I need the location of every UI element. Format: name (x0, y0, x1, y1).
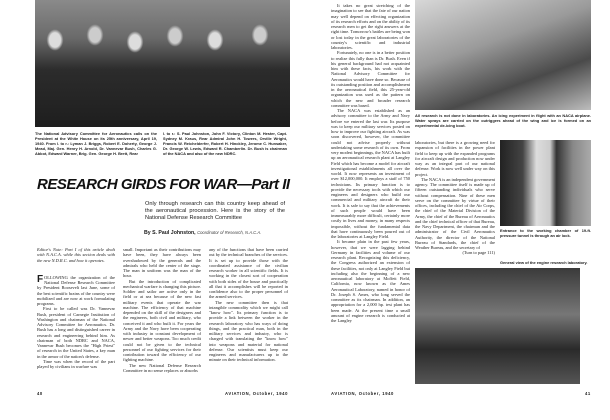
paragraph: small. Important as their contributions may have been, they have always been overshadowed by the generals and the admirals who held the center of the stage. The man in uniform was the man of the hour. (123, 247, 201, 279)
paragraph: But the introduction of complicated mechanical warfare is changing this picture. Soldier and sailor are active only in the field or at sea because of the new fast military events that operate the war machine. The efficiency of that machine depended on the skill of the designers and the engineers, both civil and military, who conceived it and who built it. For years the Army and the Navy have been cooperating with industry in constant development of newer and better weapons. Too much credit could not be given to the technical personnel of our fighting services for their contribution toward the efficiency of our fighting machine. (123, 278, 201, 363)
paragraph: It became plain in the past few years, however, that we were lagging behind Germany in facilities and volume of our research plant. Recognizing this deficiency, the Congress authorized an extension of these facilities, not only at Langley Field but including also the beginning of a new aeronautical laboratory at Moffett Field, California, now known as the Ames Aeronautical Laboratory, named in honor of Dr. Joseph S. Ames, who long served the committee as its chairman. In addition, an appropriation for a 2,000 hp. test plant has been made. At the present time a small amount of engine research is conducted at the Langley (331, 239, 410, 323)
paragraph: It takes no great stretching of the imagination to see that the fate of our nation may well depend on effecting organization of its research efforts and on the ability of its research men to get the right answers at the right time. Tomorrow's battles are being won or lost today in the great laboratories of the country's scientific and industrial laboratories. (331, 3, 410, 50)
page-number-left: 40 (37, 391, 43, 396)
article-title: RESEARCH GIRDS FOR WAR—Part II (37, 176, 290, 193)
drop-cap: F (37, 273, 44, 285)
right-column-2 (415, 140, 495, 260)
photo-caption-left: The National Advisory Committee for Aeronautics calls on the President at the White House on its 25th anniversary, April 19, 1940. From l. to r.: Lyman J. Briggs, Robert E. Doherty, George J. Mead, Maj. Gen. Henry H. Arnold, Dr. Vannevar Bush, Charles G. Abbot, Edward Warner, Brig. Gen. George H. Brett, Rear (35, 132, 157, 156)
paragraph: The new committee then is that intangible commodity which we might call "know how". Its primary function is to provide a link between the worker in the research laboratory who has ways of doing things, and the practical man, both in the military services and industry, who is charged with translating the "know how" into weapons and material for national defense. Our scientists must keep our engineers and manufacturers up to the minute on their technical information. (209, 299, 288, 363)
footer-right: AVIATION, October, 1940 (331, 391, 394, 396)
committee-photo (35, 0, 290, 127)
paragraph: Fortunately, no one is in a better position to realize this fully than is Dr. Bush. Even if his general background had not acquainted him with these facts, his work with the National Advisory Committee for Aeronautics would have done so. Because of its outstanding position and accomplishment in the aeronautical field, this 25-year-old organization was used as the pattern on which the new and broader research committee was based. (331, 50, 410, 108)
page-number-right: 41 (585, 391, 591, 396)
right-column-1 (331, 3, 410, 387)
article-subtitle: Only through research can this country keep ahead of the aeronautical procession. Here is the story of the National Defense Research Committee (145, 201, 285, 222)
paragraph: The NACA was established as an advisory committee to the Army and Navy before we entered the last war. Its purpose was to keep our military services posted on how to improve our fighting aircraft. As was soon discovered, however, the committee could not advise properly without undertaking some research of its own. From very modest beginnings, the NACA has built up an aeronautical research plant at Langley Field which has become a model for aircraft investigational establishments all over the world. It now represents an investment of over $12,000,000. It employs a staff of 750 technicians. Its primary function is to provide the necessary tools with which our engineers and designers who build our commercial and military aircraft do their work. It is safe to say that the achievements of such people would have been immeasurably more difficult, certainly more costly in lives and money, in many respects impossible, without the fundamental data that have continuously been poured out of the laboratories at Langley Field. (331, 108, 410, 239)
byline-author: By S. Paul Johnston, (144, 230, 196, 236)
paragraph: The NACA is an independent government agency. The committee itself is made up of fifteen outstanding individuals who serve without compensation. Nine of these men serve on the committee by virtue of their offices, including the chief of the Air Corps, the chief of the Material Division of the Army, the chief of the Bureau of Aeronautics and the chief technical officer of that Bureau, the Navy Department, the chairman and the administrator of the Civil Aeronautics Authority, the director of the National Bureau of Standards, the chief of the Weather Bureau, and the secretary of (415, 176, 495, 250)
pressure-tunnel-photo (500, 140, 591, 226)
lead-paragraph: OLLOWING the organization of the National Defense Research Committee by President Roosevelt last June, some of the best scientific brains of the country were mobilized and are now at work formulating programs. (37, 274, 115, 306)
engine-caption: General view of the engine research laboratory. (500, 261, 588, 265)
icing-experiment-photo (415, 0, 591, 110)
engine-laboratory-photo (415, 268, 580, 384)
paragraph: Time was when the record of the part played by civilians in warfare was (37, 358, 115, 369)
photo-caption-right: l. to r.: S. Paul Johnston, John F. Victory, Clinton M. Hester, Capt. Sydney M. Kraus, Rear Admiral John H. Towers, Orville Wright, Francis W. Reichelderfer, Robert H. Hinckley, Jerome C. Hunsaker, Dr. George W. Lewis, Edward R. Chamberlin. Dr. Bush is chairman of the NACA and also of the new NDRC. (163, 132, 287, 156)
byline (144, 230, 261, 236)
paragraph: any of the functions that have been carried out by the technical branches of the services. It is set up to provide those with the coordinated assistance of the civilian research worker in all scientific fields. It is working in the closest sort of cooperation with both sides of the house and practically all that it accomplishes will be reported in confidence also to the proper personnel of the armed services. (209, 247, 288, 300)
icing-caption: All research is not done in laboratories. An icing experiment in flight with an NACA airplane. Water sprays are carried on the outriggers ahead of the wing and ice is formed on an experimental de-icing boot. (415, 114, 591, 128)
paragraph: First to be called was Dr. Vannevar Bush, president of Carnegie Institution of Washington and chairman of the National Advisory Committee for Aeronautics. Dr. Bush has a long and distinguished career in research and engineering behind him. As chairman of both NDRC and NACA, Vannevar Bush becomes the "High Priest" of research in the United States, a key man in the armor of the nation's defense. (37, 306, 115, 359)
left-column-3 (209, 247, 288, 387)
left-column-2 (123, 247, 201, 387)
footer-left: AVIATION, October, 1940 (225, 391, 288, 396)
left-column-1 (37, 247, 115, 387)
paragraph: The new National Defense Research Committee in no sense replaces or absorbs (123, 362, 201, 373)
editors-note: Editor's Note: Part I of this article dealt with N.A.C.A. while this section deals with the new N.D.R.C. and how it operates. (37, 247, 115, 263)
byline-role: Coordinator of Research, N.A.C.A. (197, 230, 262, 235)
continued-note: (Turn to page 111) (462, 250, 495, 256)
paragraph: laboratories, but there is a growing need for expansion of facilities in the power plant field to keep up with the expanded programs for aircraft design and production now under way as an integral part of our national defense. Work is now well under way on this project. (415, 140, 495, 177)
tunnel-caption: Entrance to the working chamber of 19-ft. pressure tunnel is through an air lock. (500, 229, 591, 238)
